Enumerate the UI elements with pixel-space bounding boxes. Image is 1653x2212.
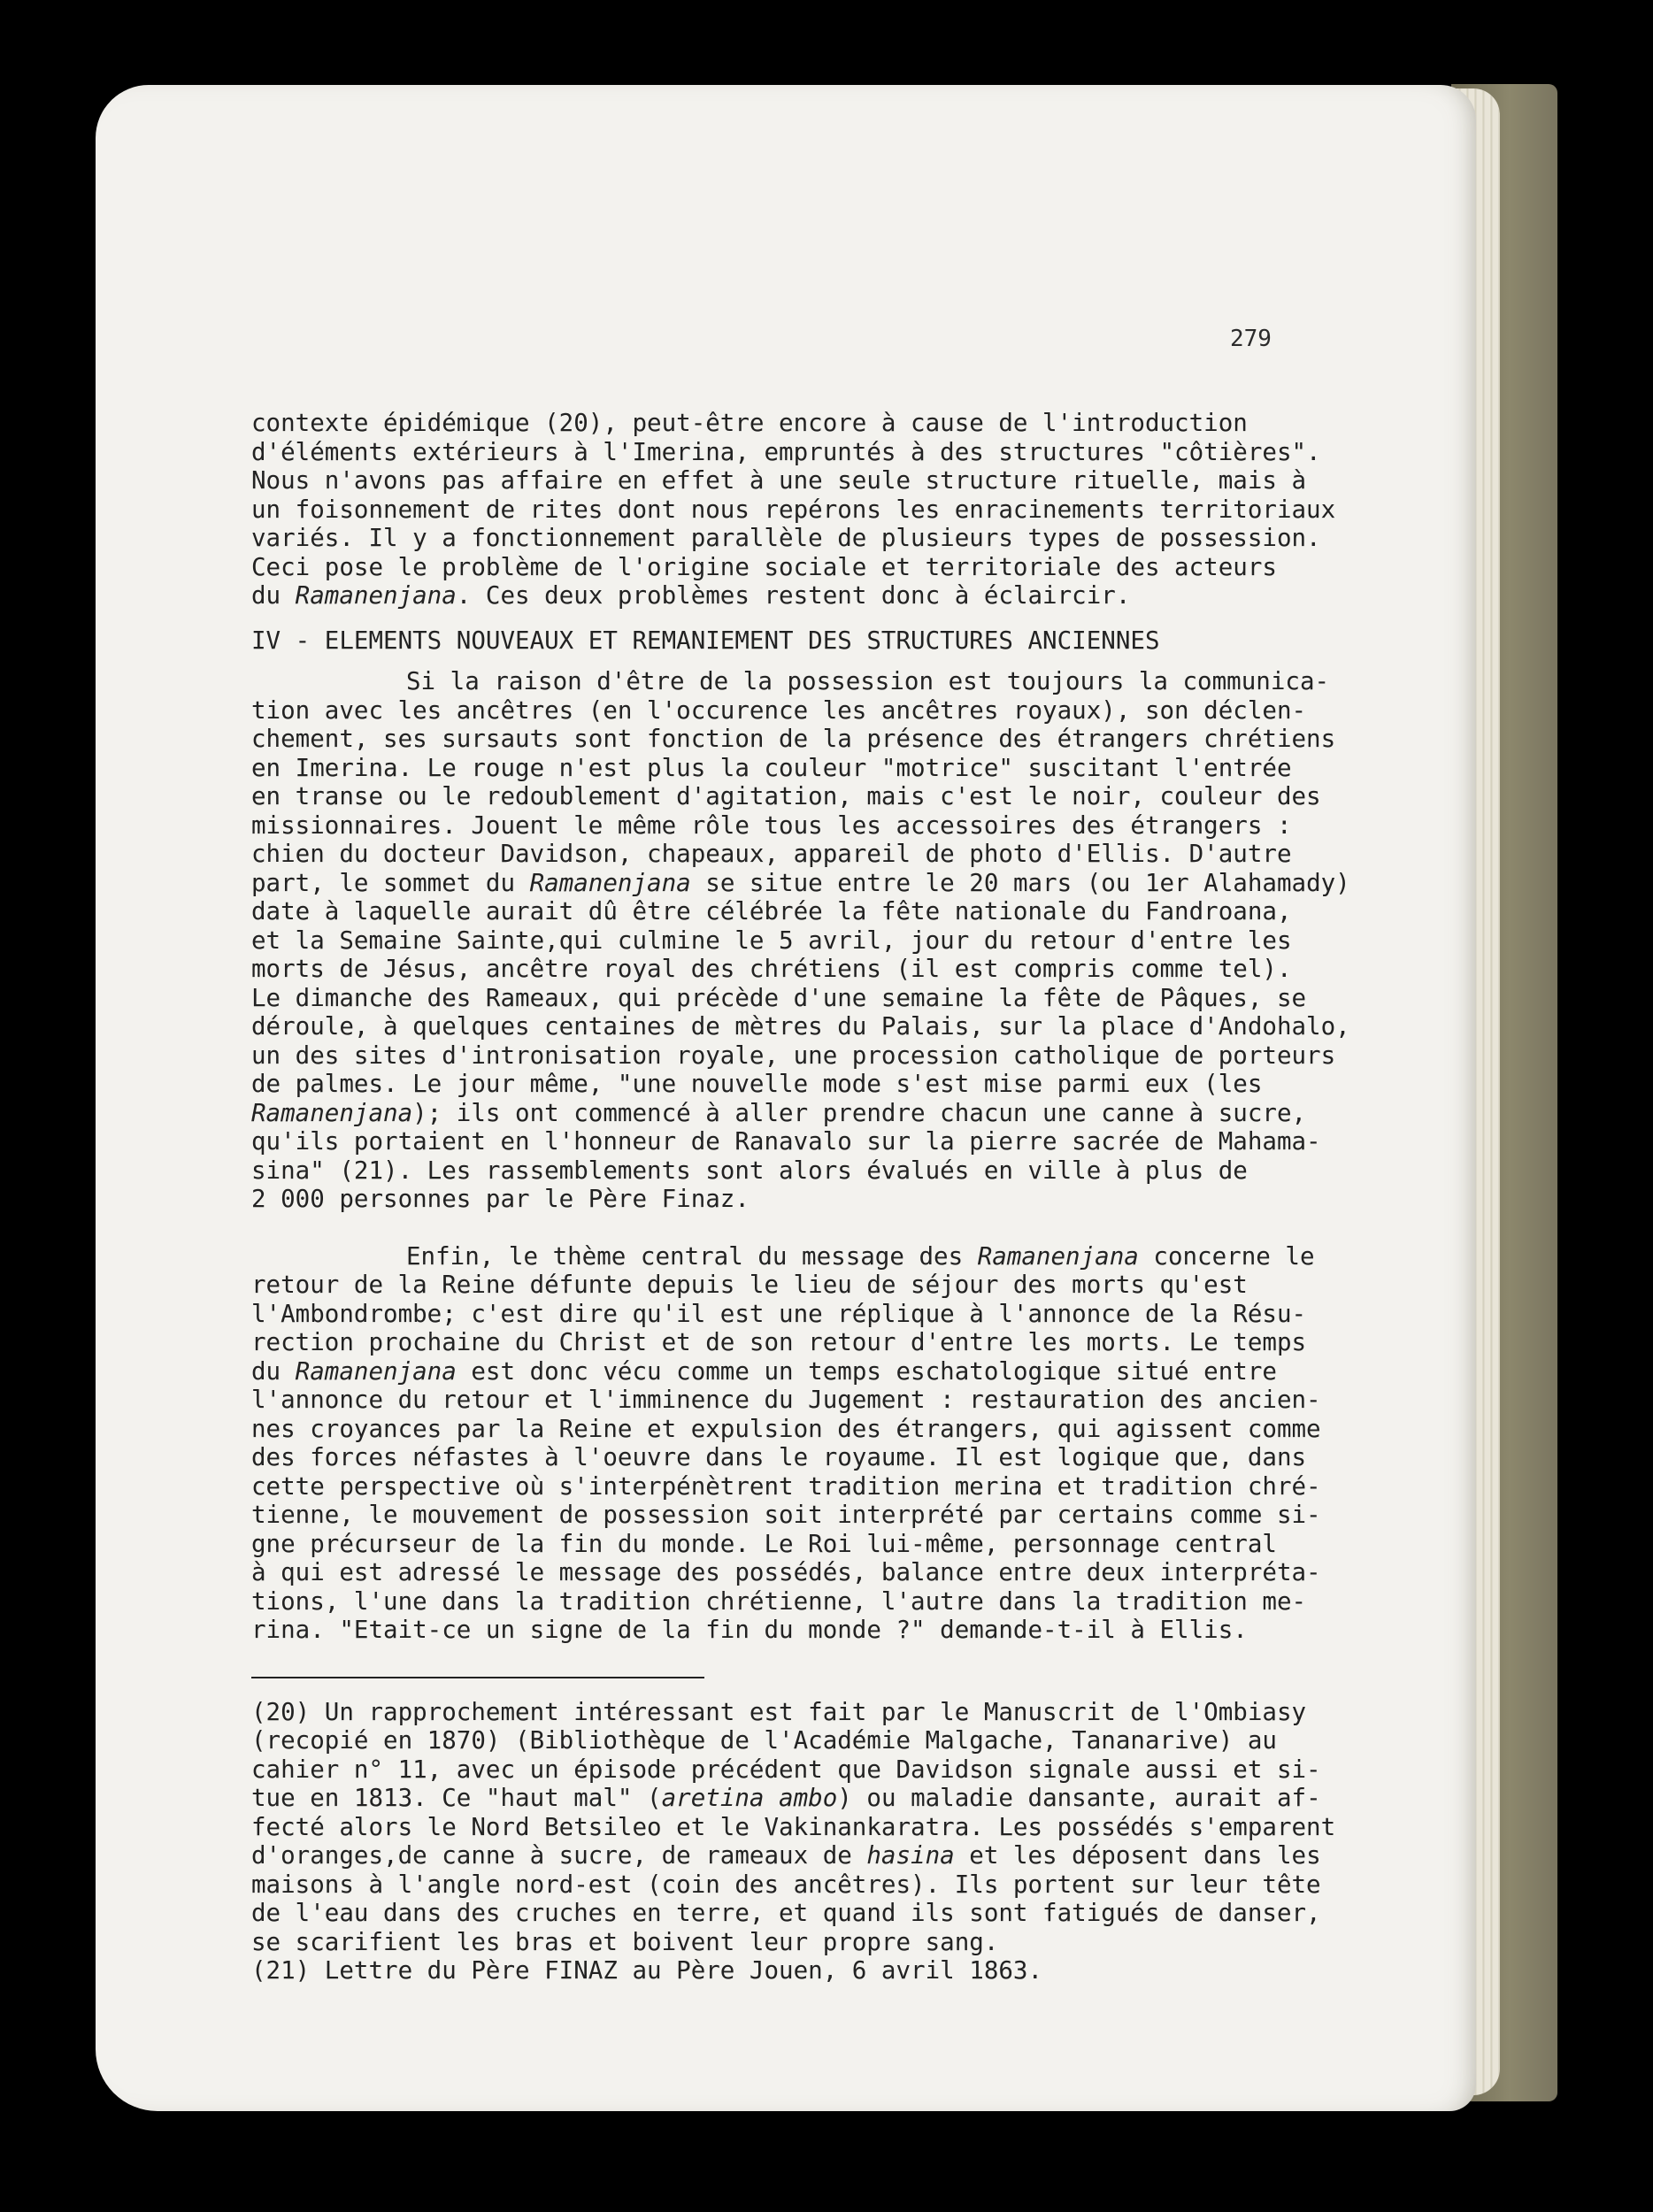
footnote-divider — [251, 1677, 704, 1678]
footnote-line: (21) Lettre du Père FINAZ au Père Jouen, 6 avril 1863. — [251, 1956, 1043, 1985]
paragraph-2 — [251, 667, 1350, 1214]
footnote-line: tue en 1813. Ce "haut mal" (aretina ambo) ou maladie dansante, aurait af- — [251, 1784, 1321, 1812]
text-line: cette perspective où s'interpénètrent tradition merina et tradition chré- — [251, 1471, 1321, 1501]
text-line: un foisonnement de rites dont nous repérons les enracinements territoriaux — [251, 495, 1336, 524]
text-line: l'Ambondrombe; c'est dire qu'il est une réplique à l'annonce de la Résu- — [251, 1299, 1307, 1328]
text-line: en Imerina. Le rouge n'est plus la couleur "motrice" suscitant l'entrée — [251, 753, 1292, 782]
text-line: et la Semaine Sainte,qui culmine le 5 avril, jour du retour d'entre les — [251, 926, 1292, 955]
text-line: Nous n'avons pas affaire en effet à une seule structure rituelle, mais à — [251, 466, 1307, 495]
footnote-line: fecté alors le Nord Betsileo et le Vakinankaratra. Les possédés s'emparent — [251, 1812, 1336, 1841]
text-line: chien du docteur Davidson, chapeaux, appareil de photo d'Ellis. D'autre — [251, 840, 1292, 868]
footnotes — [251, 1697, 1336, 1985]
text-line: Si la raison d'être de la possession est toujours la communica- — [406, 667, 1330, 695]
body-text — [251, 409, 1350, 1985]
text-line: part, le sommet du Ramanenjana se situe entre le 20 mars (ou 1er Alahamady) — [251, 868, 1350, 897]
footnote-line: se scarifient les bras et boivent leur propre sang. — [251, 1927, 999, 1956]
italic-term: Ramanenjana — [295, 1356, 457, 1386]
footnote-line: maisons à l'angle nord-est (coin des ancêtres). Ils portent sur leur tête — [251, 1870, 1321, 1899]
text-line: date à laquelle aurait dû être célébrée la fête nationale du Fandroana, — [251, 897, 1292, 926]
text-line: de palmes. Le jour même, "une nouvelle mode s'est mise parmi eux (les — [251, 1070, 1263, 1098]
text-line: à qui est adressé le message des possédés, balance entre deux interpréta- — [251, 1558, 1321, 1586]
text-line: retour de la Reine défunte depuis le lieu de séjour des morts qu'est — [251, 1271, 1248, 1299]
text-line: d'éléments extérieurs à l'Imerina, empruntés à des structures "côtières". — [251, 437, 1321, 466]
text-line: gne précurseur de la fin du monde. Le Roi lui-même, personnage central — [251, 1529, 1277, 1558]
text-line: Ramanenjana); ils ont commencé à aller prendre chacun une canne à sucre, — [251, 1098, 1307, 1127]
page-number: 279 — [1230, 326, 1272, 352]
paragraph-1 — [251, 409, 1336, 611]
text-line: qu'ils portaient en l'honneur de Ranavalo sur la pierre sacrée de Mahama- — [251, 1127, 1321, 1156]
text-line: tienne, le mouvement de possession soit interprété par certains comme si- — [251, 1501, 1321, 1529]
text-line: sina" (21). Les rassemblements sont alors évalués en ville à plus de — [251, 1156, 1248, 1185]
text-line: tion avec les ancêtres (en l'occurence les ancêtres royaux), son déclen- — [251, 695, 1307, 725]
text-line: rection prochaine du Christ et de son retour d'entre les morts. Le temps — [251, 1328, 1307, 1356]
text-line: Le dimanche des Rameaux, qui précède d'une semaine la fête de Pâques, se — [251, 983, 1307, 1012]
text-line: un des sites d'intronisation royale, une procession catholique de porteurs — [251, 1041, 1336, 1070]
text-line: du Ramanenjana est donc vécu comme un temps eschatologique situé entre — [251, 1356, 1277, 1386]
text-line: tions, l'une dans la tradition chrétienne, l'autre dans la tradition me- — [251, 1586, 1307, 1616]
footnote-line: (recopié en 1870) (Bibliothèque de l'Académie Malgache, Tananarive) au — [251, 1726, 1277, 1755]
text-line: du Ramanenjana. Ces deux problèmes restent donc à éclaircir. — [251, 581, 1131, 610]
text-line: missionnaires. Jouent le même rôle tous les accessoires des étrangers : — [251, 810, 1292, 840]
paragraph-3 — [251, 1241, 1321, 1645]
text-line: en transe ou le redoublement d'agitation, mais c'est le noir, couleur des — [251, 782, 1321, 810]
text-line: variés. Il y a fonctionnement parallèle de plusieurs types de possession. — [251, 524, 1321, 552]
text-line: morts de Jésus, ancêtre royal des chrétiens (il est compris comme tel). — [251, 955, 1292, 983]
text-line: chement, ses sursauts sont fonction de la présence des étrangers chrétiens — [251, 725, 1336, 753]
italic-term: Ramanenjana — [295, 581, 457, 610]
footnote-line: cahier n° 11, avec un épisode précédent que Davidson signale aussi et si- — [251, 1755, 1321, 1784]
footnote-line: de l'eau dans des cruches en terre, et quand ils sont fatigués de danser, — [251, 1899, 1321, 1927]
section-heading: IV - ELEMENTS NOUVEAUX ET REMANIEMENT DES STRUCTURES ANCIENNES — [251, 626, 1160, 655]
text-line: nes croyances par la Reine et expulsion des étrangers, qui agissent comme — [251, 1414, 1321, 1443]
text-line: contexte épidémique (20), peut-être encore à cause de l'introduction — [251, 409, 1248, 437]
text-line: rina. "Etait-ce un signe de la fin du monde ?" demande-t-il à Ellis. — [251, 1616, 1248, 1644]
text-line: l'annonce du retour et l'imminence du Jugement : restauration des ancien- — [251, 1386, 1321, 1414]
text-line: Ceci pose le problème de l'origine sociale et territoriale des acteurs — [251, 552, 1277, 581]
italic-term: Ramanenjana — [977, 1241, 1139, 1271]
italic-term: Ramanenjana — [251, 1098, 413, 1127]
text-line: déroule, à quelques centaines de mètres du Palais, sur la place d'Andohalo, — [251, 1012, 1350, 1041]
text-line: Enfin, le thème central du message des Ramanenjana concerne le — [406, 1241, 1315, 1271]
text-line: 2 000 personnes par le Père Finaz. — [251, 1185, 750, 1213]
footnote-line: (20) Un rapprochement intéressant est fait par le Manuscrit de l'Ombiasy — [251, 1697, 1307, 1726]
italic-term: hasina — [866, 1841, 955, 1870]
italic-term: Ramanenjana — [529, 868, 691, 897]
italic-term: aretina ambo — [661, 1784, 838, 1812]
footnote-line: d'oranges,de canne à sucre, de rameaux de hasina et les déposent dans les — [251, 1841, 1321, 1870]
text-line: des forces néfastes à l'oeuvre dans le royaume. Il est logique que, dans — [251, 1443, 1307, 1471]
